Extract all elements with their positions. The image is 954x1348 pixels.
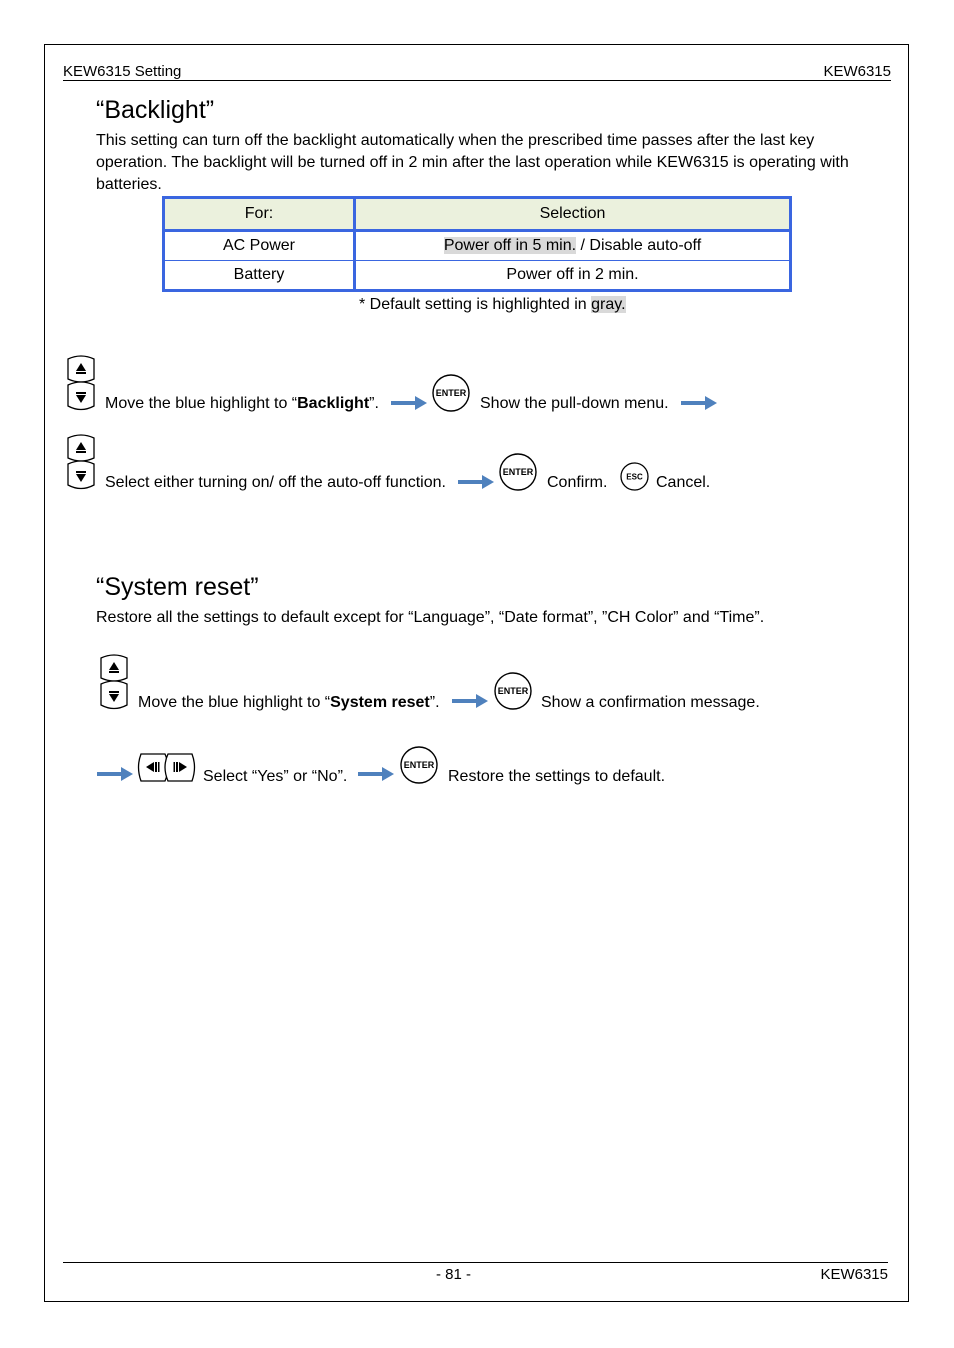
footer-rule [63, 1262, 888, 1263]
backlight-step1-text [105, 395, 379, 413]
backlight-description [96, 130, 849, 196]
enter-key-label: ENTER [497, 686, 529, 696]
step-text: Move the blue highlight to “ [138, 694, 331, 711]
backlight-desc-line: batteries. [96, 176, 162, 193]
enter-key-label: ENTER [435, 388, 467, 398]
footer-right: KEW6315 [820, 1266, 888, 1283]
system-reset-step1-after: Show a confirmation message. [541, 694, 760, 711]
left-right-key-icon [137, 750, 196, 785]
table-cell-selection: Power off in 2 min. [355, 261, 791, 291]
enter-key-icon [493, 671, 533, 711]
backlight-step2-text: Select either turning on/ off the auto-off function. [105, 474, 446, 491]
right-arrow-icon [391, 396, 427, 410]
default-highlight: Power off in 5 min. [443, 237, 577, 254]
table-header-for: For: [164, 198, 355, 231]
table-cell-for: Battery [164, 261, 355, 291]
up-down-key-icon [64, 434, 98, 491]
right-arrow-icon [458, 475, 494, 489]
step-bold: Backlight [297, 395, 370, 412]
header-right: KEW6315 [823, 63, 891, 80]
step-bold: System reset [330, 694, 430, 711]
note-gray: gray. [591, 296, 626, 313]
esc-key-icon [619, 461, 650, 492]
backlight-settings-table [162, 196, 792, 292]
table-header-row [164, 198, 791, 231]
enter-key-label: ENTER [403, 760, 435, 770]
system-reset-step2-text: Select “Yes” or “No”. [203, 768, 348, 785]
right-arrow-icon [452, 694, 488, 708]
step-text: Move the blue highlight to “ [105, 395, 298, 412]
system-reset-step1-text [138, 694, 440, 712]
backlight-desc-line: This setting can turn off the backlight automatically when the prescribed time passes after the last key [96, 132, 815, 149]
backlight-step1-after: Show the pull-down menu. [480, 395, 669, 412]
page-number: - 81 - [436, 1266, 472, 1283]
system-reset-step2-after: Restore the settings to default. [448, 768, 666, 785]
system-reset-description: Restore all the settings to default except for “Language”, “Date format”, ”CH Color” and “Time”. [96, 609, 765, 626]
table-row [164, 231, 791, 261]
note-text: * Default setting is highlighted in [359, 296, 592, 313]
right-arrow-icon [97, 767, 133, 781]
enter-key-icon [498, 452, 538, 492]
table-row [164, 261, 791, 291]
up-down-key-icon [64, 355, 98, 412]
confirm-text: Confirm. [547, 474, 608, 491]
enter-key-label: ENTER [502, 467, 534, 477]
right-arrow-icon [358, 767, 394, 781]
backlight-desc-line: operation. The backlight will be turned off in 2 min after the last operation while KEW6315 is operating with [96, 154, 849, 171]
up-down-key-icon [97, 654, 131, 711]
table-cell-for: AC Power [164, 231, 355, 261]
enter-key-icon [431, 373, 471, 413]
enter-key-icon [399, 745, 439, 785]
table-cell-selection [355, 231, 791, 261]
cancel-text: Cancel. [656, 474, 711, 491]
default-note [359, 296, 626, 314]
header-rule [63, 80, 891, 81]
backlight-title: “Backlight” [96, 96, 215, 124]
step-text: ”. [369, 395, 379, 412]
selection-rest: / Disable auto-off [576, 237, 702, 254]
system-reset-title: “System reset” [96, 573, 259, 601]
esc-key-label: ESC [626, 472, 643, 482]
header-left: KEW6315 Setting [63, 63, 182, 80]
step-text: ”. [429, 694, 440, 711]
right-arrow-icon [681, 396, 717, 410]
table-header-selection: Selection [355, 198, 791, 231]
